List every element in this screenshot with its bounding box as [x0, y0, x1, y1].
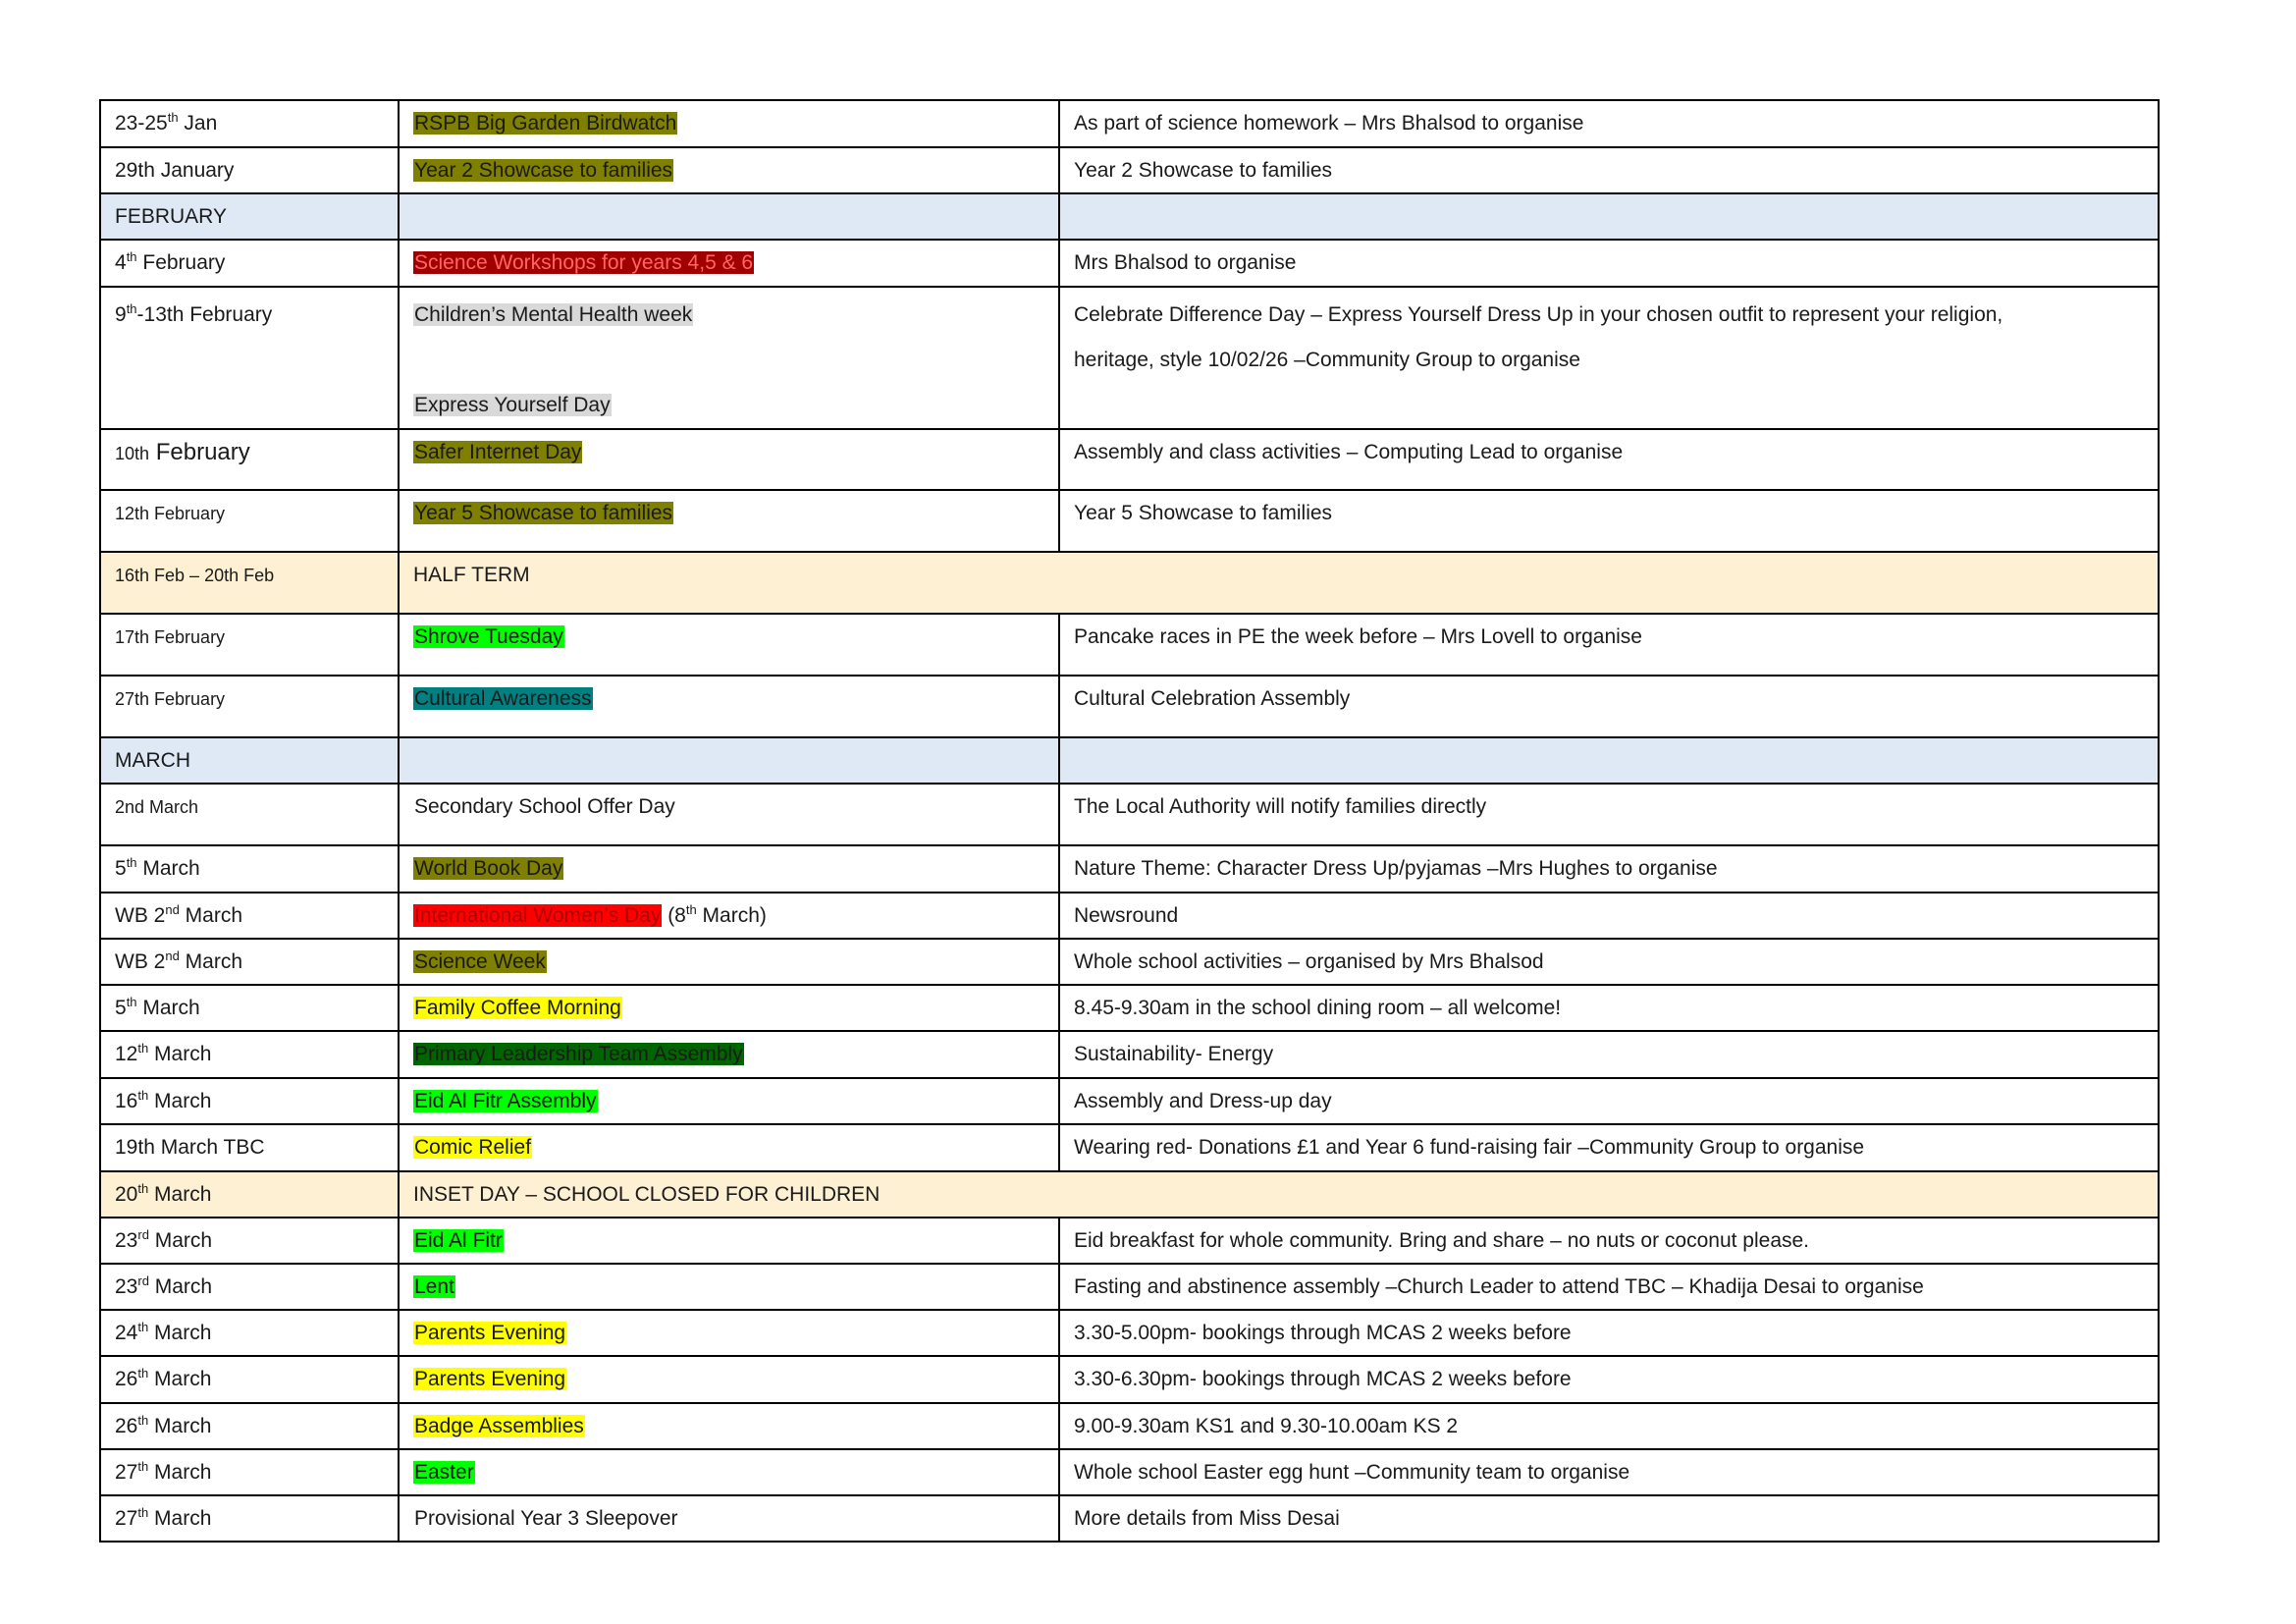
date-cell: [100, 1078, 399, 1124]
event-row: [100, 845, 2159, 893]
event-details: Wearing red- Donations £1 and Year 6 fund-raising fair –Community Group to organise: [1074, 1136, 1865, 1159]
details-cell: [1059, 1124, 2159, 1171]
date-main: 2nd March: [115, 797, 199, 817]
closure-banner-text: HALF TERM: [413, 564, 530, 586]
date-tail: -13th February: [136, 303, 273, 326]
event-cell: [399, 1449, 1059, 1495]
date-cell: [100, 240, 399, 287]
event-row: [100, 939, 2159, 985]
event-details: Year 2 Showcase to families: [1074, 159, 1333, 182]
event-row: [100, 429, 2159, 490]
date-main: 20: [115, 1183, 138, 1206]
date-cell: [100, 893, 399, 939]
date-cell: [100, 845, 399, 893]
event-name: Year 2 Showcase to families: [414, 159, 673, 182]
event-details: Eid breakfast for whole community. Bring and share – no nuts or coconut please.: [1074, 1229, 1810, 1252]
event-name: Secondary School Offer Day: [414, 795, 675, 818]
details-cell: [1059, 614, 2159, 676]
event-name: World Book Day: [414, 857, 563, 880]
date-tail: March: [148, 1183, 212, 1206]
date-main: 17th February: [115, 627, 226, 647]
date-cell: [100, 784, 399, 845]
details-cell: [1059, 100, 2159, 147]
date-text: [115, 439, 250, 465]
date-tail: March: [148, 1368, 212, 1390]
closure-row: [100, 552, 2159, 614]
closure-banner-cell: [399, 552, 2159, 614]
date-cell: [100, 100, 399, 147]
event-cell: [399, 1356, 1059, 1403]
event-name: Cultural Awareness: [414, 687, 592, 710]
event-row: [100, 1449, 2159, 1495]
event-details: Celebrate Difference Day – Express Yourself Dress Up in your chosen outfit to represent your religion,: [1074, 303, 2003, 326]
month-header-row: [100, 193, 2159, 240]
event-name: Shrove Tuesday: [414, 625, 563, 648]
event-row: [100, 1495, 2159, 1542]
date-main: 4: [115, 251, 127, 274]
month-label: MARCH: [115, 749, 190, 772]
date-text: [115, 1507, 211, 1530]
event-cell: [399, 1403, 1059, 1449]
date-main: WB 2: [115, 950, 166, 973]
date-suffix: th: [137, 1366, 149, 1380]
event-cell: [399, 100, 1059, 147]
date-text: [115, 997, 200, 1019]
event-name: Primary Leadership Team Assembly: [414, 1043, 743, 1065]
date-suffix: th: [126, 855, 137, 870]
date-main: 27: [115, 1461, 138, 1484]
date-text: [115, 1275, 212, 1298]
event-cell: [399, 429, 1059, 490]
date-tail: March: [148, 1322, 212, 1344]
event-name: Eid Al Fitr: [414, 1229, 503, 1252]
event-row: [100, 1356, 2159, 1403]
empty-cell: [399, 193, 1059, 240]
event-name: Parents Evening: [414, 1322, 566, 1344]
date-text: [115, 566, 274, 585]
date-suffix: rd: [137, 1227, 149, 1242]
event-details: Pancake races in PE the week before – Mrs Lovell to organise: [1074, 625, 1642, 648]
date-tail: February: [149, 439, 250, 465]
date-text: [115, 1043, 211, 1065]
event-cell: [399, 287, 1059, 429]
date-suffix: nd: [165, 902, 180, 917]
event-name: Provisional Year 3 Sleepover: [414, 1507, 678, 1530]
events-calendar-table: [99, 99, 2160, 1543]
details-cell: [1059, 1449, 2159, 1495]
date-text: [115, 627, 225, 647]
details-cell: [1059, 1264, 2159, 1310]
date-tail: March: [148, 1507, 212, 1530]
date-text: [115, 1136, 265, 1159]
event-row: [100, 490, 2159, 552]
event-details: More details from Miss Desai: [1074, 1507, 1340, 1530]
details-cell: [1059, 1031, 2159, 1078]
date-main: 5: [115, 857, 127, 880]
event-name: Year 5 Showcase to families: [414, 502, 673, 524]
event-name: Children’s Mental Health week: [414, 303, 693, 326]
date-cell: [100, 147, 399, 193]
date-text: [115, 857, 200, 880]
event-details: Fasting and abstinence assembly –Church Leader to attend TBC – Khadija Desai to organise: [1074, 1275, 1924, 1298]
event-cell: [399, 784, 1059, 845]
date-cell: [100, 1218, 399, 1264]
event-row: [100, 100, 2159, 147]
event-details: 3.30-6.30pm- bookings through MCAS 2 weeks before: [1074, 1368, 1572, 1390]
month-label-cell: [100, 193, 399, 240]
event-cell: [399, 1078, 1059, 1124]
event-details: 9.00-9.30am KS1 and 9.30-10.00am KS 2: [1074, 1415, 1459, 1437]
event-row: [100, 287, 2159, 429]
date-main: 29th January: [115, 159, 235, 182]
event-details: Assembly and Dress-up day: [1074, 1090, 1332, 1112]
event-row: [100, 1264, 2159, 1310]
event-cell: [399, 1124, 1059, 1171]
event-name: Science Workshops for years 4,5 & 6: [414, 251, 754, 274]
closure-banner-cell: [399, 1171, 2159, 1218]
calendar-body: [100, 100, 2159, 1542]
event-name: RSPB Big Garden Birdwatch: [414, 112, 677, 135]
event-cell: [399, 614, 1059, 676]
date-tail: March: [148, 1461, 212, 1484]
date-tail: March: [148, 1275, 213, 1298]
date-suffix: th: [137, 1505, 149, 1520]
event-row: [100, 1218, 2159, 1264]
event-row: [100, 784, 2159, 845]
event-name: Comic Relief: [414, 1136, 532, 1159]
date-cell: [100, 1403, 399, 1449]
date-main: 16: [115, 1090, 138, 1112]
event-details: Whole school Easter egg hunt –Community team to organise: [1074, 1461, 1630, 1484]
event-details: Whole school activities – organised by Mrs Bhalsod: [1074, 950, 1544, 973]
empty-cell: [399, 737, 1059, 784]
event-row: [100, 1078, 2159, 1124]
event-details: The Local Authority will notify families directly: [1074, 795, 1487, 818]
date-text: [115, 1090, 211, 1112]
date-text: [115, 1461, 211, 1484]
details-cell: [1059, 240, 2159, 287]
details-cell: [1059, 985, 2159, 1031]
details-cell: [1059, 490, 2159, 552]
date-cell: [100, 490, 399, 552]
month-header-row: [100, 737, 2159, 784]
event-details: Sustainability- Energy: [1074, 1043, 1274, 1065]
date-tail: March: [179, 904, 242, 927]
date-cell: [100, 1356, 399, 1403]
date-suffix: th: [137, 1181, 149, 1196]
date-main: 16th Feb – 20th Feb: [115, 566, 275, 585]
date-suffix: nd: [165, 948, 180, 963]
event-details: Mrs Bhalsod to organise: [1074, 251, 1297, 274]
date-text: [115, 112, 217, 135]
event-cell: [399, 893, 1059, 939]
date-tail: Jan: [178, 112, 218, 135]
date-suffix: rd: [137, 1273, 149, 1288]
date-main: 23: [115, 1275, 138, 1298]
date-cell: [100, 1124, 399, 1171]
date-text: [115, 1415, 211, 1437]
event-cell: [399, 240, 1059, 287]
event-details: Nature Theme: Character Dress Up/pyjamas –Mrs Hughes to organise: [1074, 857, 1718, 880]
date-suffix: th: [137, 1413, 149, 1428]
date-suffix: th: [126, 995, 137, 1009]
date-cell: [100, 676, 399, 737]
date-tail: March: [148, 1415, 212, 1437]
date-main: 23: [115, 1229, 138, 1252]
event-cell: [399, 1264, 1059, 1310]
date-text: [115, 1368, 211, 1390]
date-tail: March: [148, 1043, 212, 1065]
event-details: Newsround: [1074, 904, 1179, 927]
date-suffix: th: [137, 1041, 149, 1056]
date-tail: March: [179, 950, 242, 973]
date-cell: [100, 552, 399, 614]
date-cell: [100, 1449, 399, 1495]
event-name: Parents Evening: [414, 1368, 566, 1390]
event-row: [100, 240, 2159, 287]
date-text: [115, 159, 234, 182]
date-cell: [100, 429, 399, 490]
event-row: [100, 147, 2159, 193]
date-suffix: th: [126, 249, 137, 264]
details-cell: [1059, 1495, 2159, 1542]
date-main: 23-25: [115, 112, 168, 135]
date-suffix: th: [137, 1088, 149, 1103]
event-cell: [399, 147, 1059, 193]
event-cell: [399, 1031, 1059, 1078]
date-suffix: th: [137, 1320, 149, 1334]
details-cell: [1059, 147, 2159, 193]
event-cell: [399, 845, 1059, 893]
date-cell: [100, 985, 399, 1031]
date-suffix: th: [137, 1459, 149, 1474]
event-row: [100, 614, 2159, 676]
event-name: Family Coffee Morning: [414, 997, 621, 1019]
date-main: 27th February: [115, 689, 226, 709]
details-cell: [1059, 429, 2159, 490]
date-main: 5: [115, 997, 127, 1019]
event-name: Eid Al Fitr Assembly: [414, 1090, 597, 1112]
details-cell: [1059, 1078, 2159, 1124]
empty-cell: [1059, 737, 2159, 784]
date-text: [115, 904, 242, 927]
event-details: Assembly and class activities – Computing Lead to organise: [1074, 441, 1624, 463]
date-main: 19th March TBC: [115, 1136, 265, 1159]
date-text: [115, 1229, 212, 1252]
details-cell: [1059, 676, 2159, 737]
details-cell: [1059, 1218, 2159, 1264]
date-text: [115, 1322, 211, 1344]
date-text: [115, 689, 225, 709]
details-cell: [1059, 845, 2159, 893]
closure-banner-text: INSET DAY – SCHOOL CLOSED FOR CHILDREN: [413, 1183, 881, 1206]
date-tail: March: [136, 997, 200, 1019]
date-text: [115, 797, 198, 817]
date-main: 12th February: [115, 504, 226, 523]
event-cell: [399, 939, 1059, 985]
date-tail: March: [148, 1229, 213, 1252]
event-cell: [399, 1218, 1059, 1264]
event-details: 3.30-5.00pm- bookings through MCAS 2 weeks before: [1074, 1322, 1572, 1344]
month-label-cell: [100, 737, 399, 784]
date-main: 9: [115, 303, 127, 326]
event-name-secondary: Express Yourself Day: [414, 394, 611, 416]
date-main: 27: [115, 1507, 138, 1530]
event-name: Science Week: [414, 950, 546, 973]
details-cell: [1059, 784, 2159, 845]
date-cell: [100, 1495, 399, 1542]
event-cell: [399, 676, 1059, 737]
event-row: [100, 1124, 2159, 1171]
event-name: Easter: [414, 1461, 474, 1484]
event-details: Year 5 Showcase to families: [1074, 502, 1333, 524]
event-name: Lent: [414, 1275, 454, 1298]
date-main: WB 2: [115, 904, 166, 927]
date-cell: [100, 287, 399, 429]
event-date-note: (8: [662, 904, 686, 927]
date-cell: [100, 1310, 399, 1356]
event-row: [100, 1031, 2159, 1078]
event-details: 8.45-9.30am in the school dining room – all welcome!: [1074, 997, 1562, 1019]
event-details: Cultural Celebration Assembly: [1074, 687, 1351, 710]
date-suffix: th: [167, 110, 179, 125]
details-cell: [1059, 287, 2159, 429]
date-main: 12: [115, 1043, 138, 1065]
event-date-suffix: th: [685, 902, 697, 917]
date-text: [115, 251, 225, 274]
details-cell: [1059, 939, 2159, 985]
event-details: As part of science homework – Mrs Bhalsod to organise: [1074, 112, 1584, 135]
date-text: [115, 504, 225, 523]
event-row: [100, 893, 2159, 939]
date-tail: March: [136, 857, 200, 880]
details-cell: [1059, 1356, 2159, 1403]
event-name: International Women’s Day: [414, 904, 662, 927]
event-cell: [399, 490, 1059, 552]
event-row: [100, 676, 2159, 737]
details-cell: [1059, 1403, 2159, 1449]
event-name: Safer Internet Day: [414, 441, 582, 463]
date-text: [115, 950, 242, 973]
date-text: [115, 303, 272, 326]
date-tail: March: [148, 1090, 212, 1112]
date-cell: [100, 939, 399, 985]
details-cell: [1059, 893, 2159, 939]
month-label: FEBRUARY: [115, 205, 227, 228]
empty-cell: [1059, 193, 2159, 240]
date-tail: February: [136, 251, 226, 274]
date-main: 26: [115, 1368, 138, 1390]
date-cell: [100, 614, 399, 676]
event-cell: [399, 1495, 1059, 1542]
date-cell: [100, 1171, 399, 1218]
event-row: [100, 1310, 2159, 1356]
date-cell: [100, 1031, 399, 1078]
date-text: [115, 1183, 211, 1206]
date-main: 24: [115, 1322, 138, 1344]
event-row: [100, 985, 2159, 1031]
date-cell: [100, 1264, 399, 1310]
closure-row: [100, 1171, 2159, 1218]
event-date-note-end: March): [696, 904, 767, 927]
event-name: Badge Assemblies: [414, 1415, 584, 1437]
details-cell: [1059, 1310, 2159, 1356]
date-main: 26: [115, 1415, 138, 1437]
date-suffix: th: [126, 301, 137, 316]
event-cell: [399, 1310, 1059, 1356]
event-details-continued: heritage, style 10/02/26 –Community Group to organise: [1074, 349, 1580, 371]
event-row: [100, 1403, 2159, 1449]
date-main: 10th: [115, 444, 150, 463]
event-cell: [399, 985, 1059, 1031]
